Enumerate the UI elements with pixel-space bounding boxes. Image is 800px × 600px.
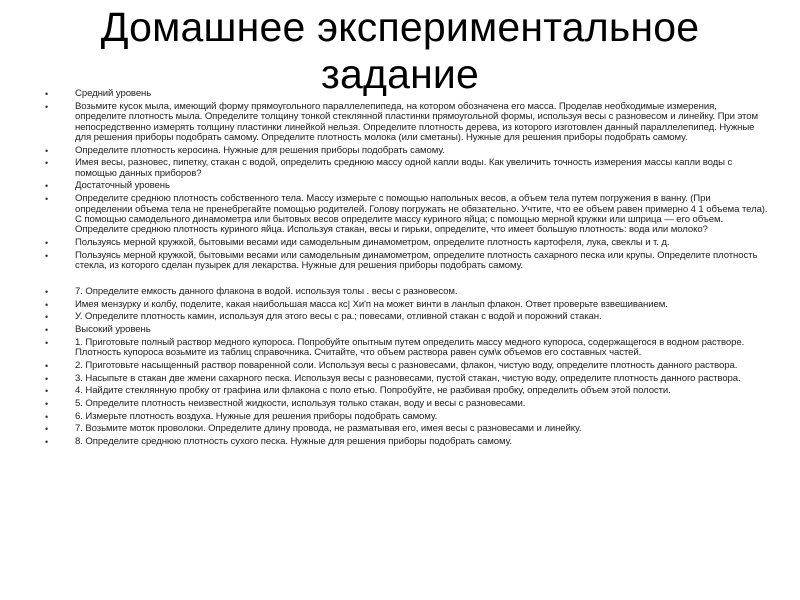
list-item-level-sufficient bbox=[0, 181, 800, 191]
list-item bbox=[0, 399, 800, 409]
bullet-icon: • bbox=[45, 437, 49, 448]
list-item bbox=[0, 424, 800, 434]
list-item bbox=[0, 437, 800, 447]
bullet-icon: • bbox=[45, 158, 49, 169]
list-item bbox=[0, 287, 800, 297]
list-item bbox=[0, 158, 800, 179]
list-item-text: 7. Определите емкость данного флакона в водой. используя толы . весы с разновесом. bbox=[75, 285, 458, 297]
bullet-icon: • bbox=[45, 360, 49, 371]
list-item-text: 4. Найдите стеклянную пробку от графина или флакона с поло етью. Попробуйте, не разбивая пробку, определить объем этой полости. bbox=[75, 385, 671, 397]
list-item-text: У. Определите плотность камин, используя для этого весы с ра.; повесами, отливной стакан с водой и порожний стакан. bbox=[75, 311, 602, 323]
list-item-text: Имея мензурку и колбу, поделите, какая наибольшая масса кс| Хи'п на может винти в ланлып флакон. Ответ проверьте взвешиванием. bbox=[75, 298, 668, 310]
list-item bbox=[0, 146, 800, 156]
list-item-text: 7. Возьмите моток проволоки. Определите длину провода, не разматывая его, имея весы с разновесами и линейку. bbox=[75, 423, 582, 435]
bullet-icon: • bbox=[45, 324, 49, 335]
list-item-text: 8. Определите среднюю плотность сухого песка. Нужные для решения приборы подобрать самому. bbox=[75, 436, 512, 448]
list-item bbox=[0, 338, 800, 359]
list-item-text: Высокий уровень bbox=[75, 323, 151, 335]
list-item-text: 3. Насыпьте в стакан две жмени сахарного песка. Используя весы с разновесами, пустой стакан, чистую воду, определите плотность данного раствора. bbox=[75, 372, 741, 384]
list-item-level-high bbox=[0, 325, 800, 335]
list-item-text: Определите среднюю плотность собственного тела. Массу измерьте с помощью напольных весов, а объем тела путем погружения в ванну. (При определении объема тела не пренебрегайте помощью родителей. Голову погружать не обязательно. Учтите, что ее объем равен примерно 4 1 объема тела). С помощью самодельного динамометра или бытовых весов определите массу куриного яйца; с помощью мерной кружки или шприца — его объем. Определите среднюю плотность куриного яйца. Используя стакан, весы и гирьки, определите, что имеет большую плотность: вода или молоко? bbox=[75, 193, 768, 236]
bullet-icon: • bbox=[45, 299, 49, 310]
list-item bbox=[0, 102, 800, 144]
list-item-text: Средний уровень bbox=[75, 88, 152, 99]
list-item-text: Определите плотность керосина. Нужные для решения приборы подобрать самому. bbox=[75, 144, 445, 156]
bullet-icon: • bbox=[45, 286, 49, 297]
list-item-level-medium bbox=[0, 89, 800, 99]
list-item-text: Достаточный уровень bbox=[75, 180, 170, 192]
bullet-icon: • bbox=[45, 424, 49, 435]
bullet-icon: • bbox=[45, 386, 49, 397]
list-item-text: Имея весы, разновес, пипетку, стакан с водой, определить среднюю массу одной капли воды. Как увеличить точность измерения массы капли воды с помощью данных приборов? bbox=[75, 157, 733, 179]
bullet-icon: • bbox=[45, 411, 49, 422]
list-item-text: 1. Приготовьте полный раствор медного купороса. Попробуйте опытным путем определить массу медного купороса, содержащегося в водном растворе. Плотность купороса возьмите из таблиц справочника. Считайте, что объем раствора равен сум\к объемов его составных частей. bbox=[75, 336, 745, 359]
bullet-icon: • bbox=[45, 312, 49, 323]
slide-title: Домашнее экспериментальное задание bbox=[100, 4, 700, 97]
list-item-text: 5. Определите плотность неизвестной жидкости, используя только стакан, воду и весы с разновесами. bbox=[75, 397, 526, 409]
list-item-text: Пользуясь мерной кружкой, бытовыми весами или самодельным динамометром, определите плотность сахарного песка или крупы. Определите плотность стекла, из которого сделан пузырек для лекарства. Нужные для решения приборы подобрать самому. bbox=[75, 249, 758, 272]
task-list bbox=[0, 89, 800, 450]
bullet-icon: • bbox=[45, 337, 49, 348]
bullet-icon: • bbox=[45, 250, 49, 261]
empty-paragraph bbox=[0, 274, 800, 284]
bullet-icon: • bbox=[45, 101, 49, 112]
list-item bbox=[0, 386, 800, 396]
bullet-icon: • bbox=[45, 89, 49, 99]
list-item bbox=[0, 238, 800, 248]
bullet-icon: • bbox=[45, 181, 49, 192]
list-item bbox=[0, 300, 800, 310]
list-item-text: 6. Измерьте плотность воздуха. Нужные для решения приборы подобрать самому. bbox=[75, 410, 438, 422]
bullet-icon: • bbox=[45, 398, 49, 409]
bullet-icon: • bbox=[45, 238, 49, 249]
bullet-icon: • bbox=[45, 373, 49, 384]
list-item bbox=[0, 251, 800, 272]
bullet-icon: • bbox=[45, 194, 49, 205]
list-item bbox=[0, 412, 800, 422]
list-item bbox=[0, 194, 800, 236]
bullet-icon: • bbox=[45, 145, 49, 156]
list-item bbox=[0, 361, 800, 371]
list-item-text: Пользуясь мерной кружкой, бытовыми весами иди самодельным динамометром, определите плотность картофеля, лука, свеклы и т. д. bbox=[75, 237, 670, 249]
list-item bbox=[0, 374, 800, 384]
list-item-text: 2. Приготовьте насыщенный раствор поваренной соли. Используя весы с разновесами, флакон, чистую воду, определите плотность данного раствора. bbox=[75, 359, 738, 371]
list-item-text: Возьмите кусок мыла, имеющий форму прямоугольного параллелепипеда, на котором обозначена его масса. Проделав необходимые измерения, определите плотность мыла. Определите толщину тонкой стеклянной пластинки прямоугольной формы, используя весы с разновесом и линейку. При этом непосредственно измерять толщину пластинки линейкой нельзя. Определите плотность дерева, из которого изготовлен данный параллелепипед. Нужные для решения приборы подобрать самому. Определите плотность молока (или сметаны). Нужные для решения приборы подобрать самому. bbox=[75, 100, 758, 143]
list-item bbox=[0, 312, 800, 322]
